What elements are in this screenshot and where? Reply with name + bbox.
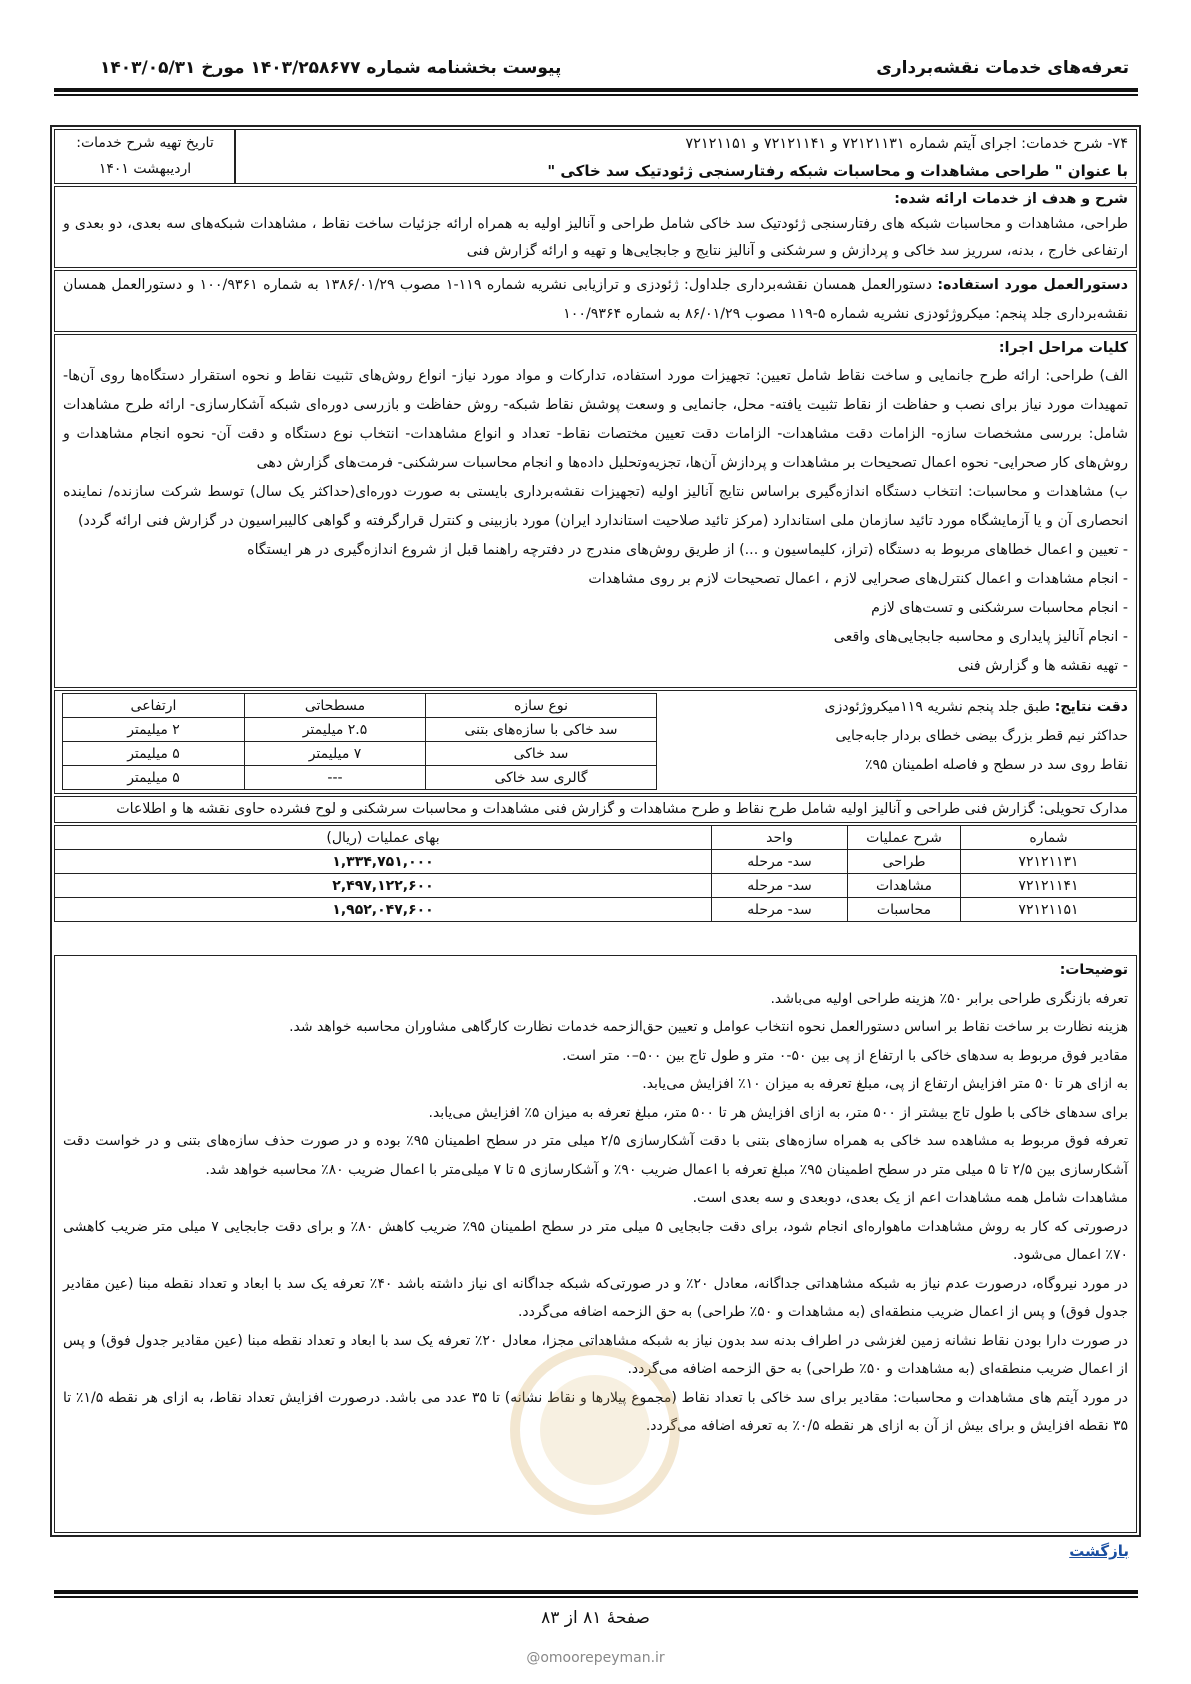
header-cell: بهای عملیات (ریال) xyxy=(55,826,712,850)
table-row xyxy=(55,874,1137,898)
steps-item: - انجام مشاهدات و اعمال کنترل‌های صحرایی لازم ، اعمال تصحیحات لازم بر روی مشاهدات xyxy=(588,571,1128,587)
table-cell: مشاهدات xyxy=(848,874,961,898)
accuracy-table-header xyxy=(63,694,657,718)
price-cell: ۱,۳۳۴,۷۵۱,۰۰۰ xyxy=(55,850,712,874)
back-link[interactable]: بازگشت xyxy=(1069,1542,1129,1560)
deliverables-text: مدارک تحویلی: گزارش فنی طراحی و آنالیز اولیه شامل طرح نقاط و طرح مشاهدات و گزارش فنی مشاهدات و محاسبات سرشکنی و لوح فشرده حاوی نقشه ها و اطلاعات xyxy=(116,801,1128,817)
note-item: در مورد آیتم های مشاهدات و محاسبات: مقادیر برای سد خاکی با تعداد نقاط (مجموع پیلارها و نقاط نشانه) تا ۳۵ عدد می باشد. درصورت افزایش تعداد نقاط، به ازای هر نقطه ۱/۵٪ تا ۳۵ نقطه افزایش و برای بیش از آن به ازای هر نقطه ۰/۵٪ به تعرفه اضافه می‌گردد. xyxy=(63,1389,1128,1434)
steps-item: - تعیین و اعمال خطاهای مربوط به دستگاه (تراز، کلیماسیون و ...) از طریق روش‌های مندرج در دفترچه راهنما قبل از شروع اندازه‌گیری در هر ایستگاه xyxy=(247,542,1128,558)
table-cell: سد- مرحله xyxy=(712,874,848,898)
footer-rule-thin xyxy=(54,1596,1138,1598)
table-row xyxy=(63,742,657,766)
table-cell: ۷ میلیمتر xyxy=(245,742,426,766)
table-cell: ۲.۵ میلیمتر xyxy=(245,718,426,742)
header-cell: ارتفاعی xyxy=(63,694,245,718)
steps-heading: کلیات مراحل اجرا: xyxy=(998,340,1128,356)
table-row xyxy=(63,766,657,790)
goal-box xyxy=(54,186,1137,268)
header-cell: مسطحاتی xyxy=(245,694,426,718)
table-row xyxy=(55,850,1137,874)
table-row xyxy=(55,898,1137,922)
header-rule-thin xyxy=(54,94,1138,96)
note-item: تعرفه فوق مربوط به مشاهده سد خاکی به همراه سازه‌های بتنی با دقت آشکارسازی ۲/۵ میلی متر در سطح اطمینان ۹۵٪ بوده و در صورت حذف سازه‌های بتنی و در خواست دقت آشکارسازی بین ۲/۵ تا ۵ میلی متر در سطح اطمینان ۹۵٪ مبلغ تعرفه با اعمال ضریب ۹۰٪ و آشکارسازی ۵ تا ۷ میلی‌متر با اعمال ضریب ۸۰٪ محاسبه خواهد شد. xyxy=(63,1133,1128,1178)
table-cell: ۵ میلیمتر xyxy=(63,742,245,766)
document-title: تعرفه‌های خدمات نقشه‌برداری xyxy=(876,58,1129,78)
steps-item: - انجام محاسبات سرشکنی و تست‌های لازم xyxy=(871,600,1128,616)
note-item: مقادیر فوق مربوط به سدهای خاکی با ارتفاع از پی بین ۵۰-۰ متر و طول تاج بین ۵۰۰–۰ متر است. xyxy=(562,1047,1128,1064)
note-item: درصورتی که کار به روش مشاهدات ماهواره‌ای انجام شود، برای دقت جابجایی ۵ میلی متر در سطح اطمینان ۹۵٪ ضریب کاهش ۸۰٪ و برای دقت جابجایی ۷ میلی متر ضریب کاهشی ۷۰٪ اعمال می‌شود. xyxy=(63,1218,1129,1263)
note-item: تعرفه بازنگری طراحی برابر ۵۰٪ هزینه طراحی اولیه می‌باشد. xyxy=(770,990,1128,1007)
watermark-center-icon xyxy=(540,1375,650,1485)
table-cell: ۷۲۱۲۱۱۳۱ xyxy=(961,850,1137,874)
accuracy-line-2: حداکثر نیم قطر بزرگ بیضی خطای بردار جابه‌جایی xyxy=(835,728,1128,744)
goal-body: طراحی، مشاهدات و محاسبات شبکه های رفتارسنجی ژئودتیک سد خاکی شامل طراحی و آنالیز اولیه به همراه ارائه جزئیات ساخت نقاط ، مشاهدات شبکه‌های سه بعدی، دو بعدی و ارتفاعی خارج ، بدنه، سرریز سد خاکی و پردازش و سرشکنی و آنالیز نتایج و جابجایی‌ها و تهیه و ارائه گزارش فنی xyxy=(63,216,1128,259)
note-item: برای سدهای خاکی با طول تاج بیشتر از ۵۰۰ متر، به ازای افزایش هر تا ۵۰۰ متر، مبلغ تعرفه به میزان ۵٪ افزایش می‌یابد. xyxy=(428,1104,1128,1121)
notes-heading: توضیحات: xyxy=(1059,962,1128,978)
goal-heading: شرح و هدف از خدمات ارائه شده: xyxy=(894,191,1128,207)
instruction-body: دستورالعمل همسان نقشه‌برداری جلداول: ژئودزی و ترازیابی نشریه شماره ۱۱۹-۱ مصوب ۱۳۸۶/۰۱/۲۹ به شماره ۱۰۰/۹۳۶۱ و دستورالعمل همسان نقشه‌برداری جلد پنجم: میکروژئودزی نشریه شماره ۵-۱۱۹ مصوب ۸۶/۰۱/۲۹ به شماره ۱۰۰/۹۳۶۴ xyxy=(63,277,1128,322)
site-watermark: @omoorepeyman.ir xyxy=(526,1650,665,1666)
operations-table xyxy=(54,825,1137,922)
date-box xyxy=(54,129,236,184)
date-value: اردیبهشت ۱۴۰۱ xyxy=(98,161,192,177)
note-item: در صورت دارا بودن نقاط نشانه زمین لغزشی در اطراف بدنه سد بدون نیاز به شبکه مشاهداتی مجزا، معادل ۲۰٪ تعرفه یک سد با ابعاد و تعداد نقطه مبنا (عین مقادیر جدول فوق) و پس از اعمال ضریب منطقه‌ای (به مشاهدات و ۵۰٪ طراحی) به حق الزحمه اضافه می‌گردد. xyxy=(63,1332,1128,1377)
note-item: هزینه نظارت بر ساخت نقاط بر اساس دستورالعمل نحوه انتخاب عوامل و تعیین حق‌الزحمه خدمات نظارت کارگاهی مشاوران محاسبه خواهد شد. xyxy=(289,1019,1128,1035)
table-cell: ۲ میلیمتر xyxy=(63,718,245,742)
header-cell: شماره xyxy=(961,826,1137,850)
steps-b: ب) مشاهدات و محاسبات: انتخاب دستگاه اندازه‌گیری براساس نتایج آنالیز اولیه (تجهیزات نقشه‌برداری بایستی به صورت دوره‌ای(حداکثر یک سال) توسط شرکت سازنده/ نماینده انحصاری آن و یا آزمایشگاه مورد تائید سازمان ملی استاندارد (مرکز تائید صلاحیت استاندارد ایران) مورد بازبینی و کنترل قرارگرفته و گواهی کالیبراسیون در گزارش فنی ارائه گردد) xyxy=(63,484,1128,529)
steps-item: - انجام آنالیز پایداری و محاسبه جابجایی‌های واقعی xyxy=(833,629,1128,645)
table-cell: سد خاکی با سازه‌های بتنی xyxy=(426,718,657,742)
accuracy-line-3: نقاط روی سد در سطح و فاصله اطمینان ۹۵٪ xyxy=(864,757,1128,773)
circular-reference: پیوست بخشنامه شماره ۱۴۰۳/۲۵۸۶۷۷ مورخ ۱۴۰۳/۰۵/۳۱ xyxy=(100,58,562,78)
header-cell: نوع سازه xyxy=(426,694,657,718)
table-cell: سد- مرحله xyxy=(712,898,848,922)
steps-item: - تهیه نقشه ها و گزارش فنی xyxy=(957,658,1128,674)
table-row xyxy=(63,718,657,742)
deliverables-box xyxy=(54,796,1137,823)
accuracy-heading: دقت نتایج: xyxy=(1054,699,1128,715)
table-cell: محاسبات xyxy=(848,898,961,922)
table-cell: طراحی xyxy=(848,850,961,874)
date-label: تاریخ تهیه شرح خدمات: xyxy=(76,135,214,151)
price-cell: ۲,۴۹۷,۱۲۲,۶۰۰ xyxy=(55,874,712,898)
accuracy-table xyxy=(62,693,657,790)
operations-header xyxy=(55,826,1137,850)
table-cell: سد- مرحله xyxy=(712,850,848,874)
table-cell: سد خاکی xyxy=(426,742,657,766)
footer-rule xyxy=(54,1590,1138,1594)
instruction-box xyxy=(54,270,1137,332)
accuracy-line-1: دقت نتایج: طبق جلد پنجم نشریه ۱۱۹میکروژئودزی xyxy=(824,699,1128,715)
note-item: در مورد نیروگاه، درصورت عدم نیاز به شبکه مشاهداتی جداگانه، معادل ۲۰٪ و در صورتی‌که شبکه جداگانه ای نیاز داشته باشد ۴۰٪ تعرفه یک سد با ابعاد و تعداد نقطه مبنا (عین مقادیر جدول فوق) و پس از اعمال ضریب منطقه‌ای (به مشاهدات و ۵۰٪ طراحی) به حق الزحمه اضافه می‌گردد. xyxy=(63,1275,1129,1320)
page-number: صفحهٔ ۸۱ از ۸۳ xyxy=(541,1608,650,1628)
steps-box xyxy=(54,334,1137,688)
instruction-heading: دستورالعمل مورد استفاده: xyxy=(937,277,1128,293)
note-item: به ازای هر تا ۵۰ متر افزایش ارتفاع از پی، مبلغ تعرفه به میزان ۱۰٪ افزایش می‌یابد. xyxy=(642,1076,1128,1092)
instruction-text xyxy=(55,271,1136,329)
service-title-box xyxy=(234,129,1137,184)
service-line-1: ۷۴- شرح خدمات: اجرای آیتم شماره ۷۲۱۲۱۱۳۱ و ۷۲۱۲۱۱۴۱ و ۷۲۱۲۱۱۵۱ xyxy=(685,136,1128,152)
service-line-2: با عنوان " طراحی مشاهدات و محاسبات شبکه رفتارسنجی ژئودتیک سد خاکی " xyxy=(547,162,1128,180)
accuracy-text xyxy=(728,693,1128,780)
table-cell: ۷۲۱۲۱۱۴۱ xyxy=(961,874,1137,898)
table-cell: --- xyxy=(245,766,426,790)
header-cell: واحد xyxy=(712,826,848,850)
table-cell: ۵ میلیمتر xyxy=(63,766,245,790)
note-item: مشاهدات شامل همه مشاهدات اعم از یک بعدی، دوبعدی و سه بعدی است. xyxy=(692,1190,1128,1206)
table-cell: ۷۲۱۲۱۱۵۱ xyxy=(961,898,1137,922)
price-cell: ۱,۹۵۲,۰۴۷,۶۰۰ xyxy=(55,898,712,922)
steps-a: الف) طراحی: ارائه طرح جانمایی و ساخت نقاط شامل تعیین: تجهیزات مورد استفاده، تدارکات و مواد مورد نیاز- انواع روش‌های تثبیت نقاط و نحوه استقرار دستگاه‌ها روی آن‌ها- تمهیدات مورد نیاز برای نصب و حفاظت از نقاط تثبیت یافته- محل، جانمایی و وسعت پوشش نقاط شبکه- روش حفاظت و بازرسی دوره‌ای شبکه آشکارسازی- ارائه طرح مشاهدات شامل: بررسی مشخصات سازه- الزامات دقت مشاهدات- الزامات دقت تعیین مختصات نقاط- تعداد و انواع مشاهدات- انتخاب نوع دستگاه و دقت آن- نحوه انجام مشاهدات و روش‌های کار صحرایی- نحوه اعمال تصحیحات بر مشاهدات و پردازش آن‌ها، تجزیه‌وتحلیل داده‌ها و انجام محاسبات سرشکنی- فرمت‌های گزارش دهی xyxy=(63,368,1128,471)
header-cell: شرح عملیات xyxy=(848,826,961,850)
header-rule xyxy=(54,88,1138,92)
table-cell: گالری سد خاکی xyxy=(426,766,657,790)
